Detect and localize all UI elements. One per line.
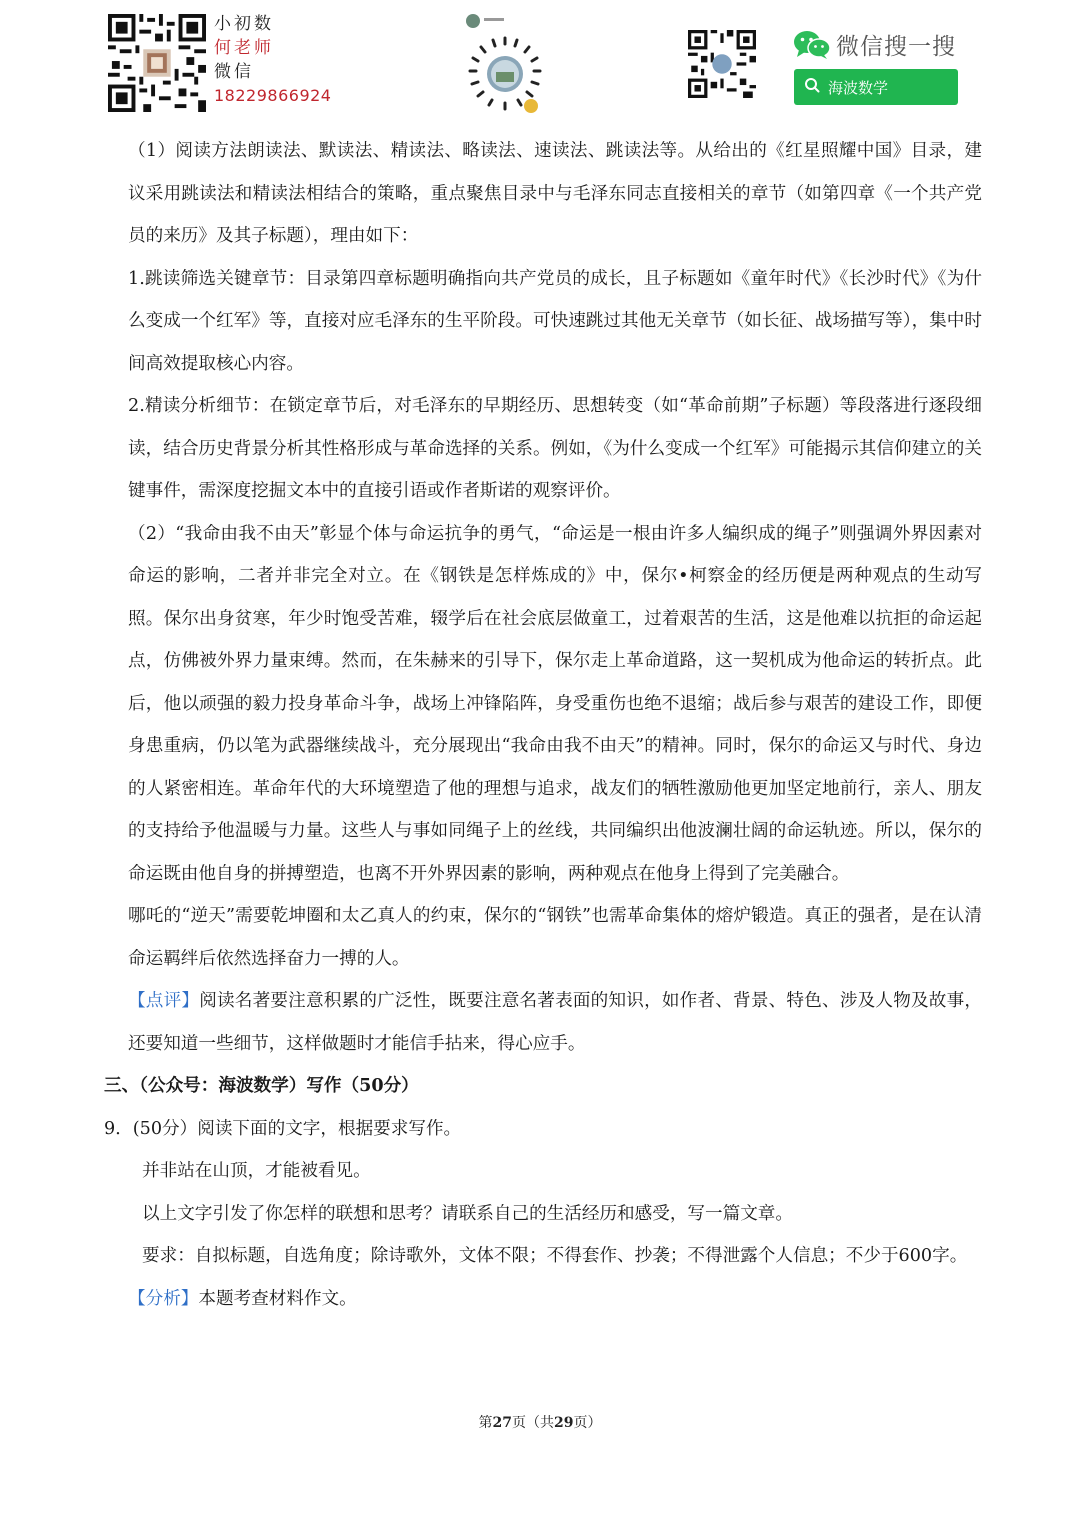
mini-program-code [460,12,550,122]
analysis [104,1278,982,1321]
q9-prompt: 以上文字引发了你怎样的联想和思考？请联系自己的生活经历和感受，写一篇文章。 [142,1203,793,1224]
contact-phone: 18229866924 [214,86,332,105]
q1-intro: （1）阅读方法朗读法、默读法、精读法、略读法、速读法、跳读法等。从给出的《红星照耀中国》目录，建议采用跳读法和精读法相结合的策略，重点聚焦目录中与毛泽东同志直接相关的章节（如第四章《一个共产党员的来历》及其子标题），理由如下： [128,141,982,246]
q9-stem: 9．(50分）阅读下面的文字，根据要求写作。 [104,1118,462,1139]
q2-paragraph2: 哪吒的“逆天”需要乾坤圈和太乙真人的约束，保尔的“钢铁”也需革命集体的熔炉锻造。真正的强者，是在认清命运羁绊后依然选择奋力一搏的人。 [128,906,982,969]
analysis-text: 本题考查材料作文。 [198,1288,357,1309]
comment-tag: 【点评】 [128,991,200,1011]
qr-code-icon [108,14,206,112]
section3-heading: 三、（公众号：海波数学）写作（50分） [104,1075,419,1096]
page-footer [0,1412,1080,1432]
contact-line1: 小初数 [214,14,274,34]
q9-requirements: 要求：自拟标题，自选角度；除诗歌外，文体不限；不得套作、抄袭；不得泄露个人信息；不少于600字。 [142,1246,968,1266]
wechat-logo-icon [793,30,831,64]
wechat-qr-code-icon [688,30,756,98]
q9-material: 并非站在山顶，才能被看见。 [142,1161,371,1181]
q1-point2: 2.精读分析细节：在锁定章节后，对毛泽东的早期经历、思想转变（如“革命前期”子标题）等段落进行逐段细读，结合历史背景分析其性格形成与革命选择的关系。例如，《为什么变成一个红军》可能揭示其信仰建立的关键事件，需深度挖掘文本中的直接引语或作者斯诺的观察评价。 [128,396,982,501]
search-icon [804,77,820,97]
comment [104,980,982,1065]
comment-text: 阅读名著要注意积累的广泛性，既要注意名著表面的知识，如作者、背景、特色、涉及人物及故事，还要知道一些细节，这样做题时才能信手拈来，得心应手。 [128,991,982,1054]
footer-suffix: 页） [573,1415,602,1431]
footer-page-number: 27 [492,1415,512,1431]
footer-prefix: 第 [478,1415,493,1431]
search-box-text: 海波数学 [828,78,889,97]
contact-line3: 微信 [214,62,254,82]
q2-paragraph1: （2）“我命由我不由天”彰显个体与命运抗争的勇气，“命运是一根由许多人编织成的绳子”则强调外界因素对命运的影响，二者并非完全对立。在《钢铁是怎样炼成的》中，保尔•柯察金的经历便是两种观点的生动写照。保尔出身贫寒，年少时饱受苦难，辍学后在社会底层做童工，过着艰苦的生活，这是他难以抗拒的命运起点，仿佛被外界力量束缚。然而，在朱赫来的引导下，保尔走上革命道路，这一契机成为他命运的转折点。此后，他以顽强的毅力投身革命斗争，战场上冲锋陷阵，身受重伤也绝不退缩；战后参与艰苦的建设工作，即便身患重病，仍以笔为武器继续战斗，充分展现出“我命由我不由天”的精神。同时，保尔的命运又与时代、身边的人紧密相连。革命年代的大环境塑造了他的理想与追求，战友们的牺牲激励他更加坚定地前行，亲人、朋友的支持给予他温暖与力量。这些人与事如同绳子上的丝线，共同编织出他波澜壮阔的命运轨迹。所以，保尔的命运既由他自身的拼搏塑造，也离不开外界因素的影响，两种观点在他身上得到了完美融合。 [128,523,982,884]
contact-line2: 何老师 [214,38,274,58]
contact-card [214,12,332,108]
footer-total-pages: 29 [554,1415,574,1431]
footer-middle: 页（共 [512,1415,554,1431]
q1-point1: 1.跳读筛选关键章节：目录第四章标题明确指向共产党员的成长，且子标题如《童年时代》《长沙时代》《为什么变成一个红军》等，直接对应毛泽东的生平阶段。可快速跳过其他无关章节（如长征、战场描写等），集中时间高效提取核心内容。 [128,268,982,374]
wechat-search-label: 微信搜一搜 [836,34,956,60]
page-content [104,130,982,1320]
wechat-search-box[interactable] [794,69,958,105]
analysis-tag: 【分析】 [128,1288,199,1309]
